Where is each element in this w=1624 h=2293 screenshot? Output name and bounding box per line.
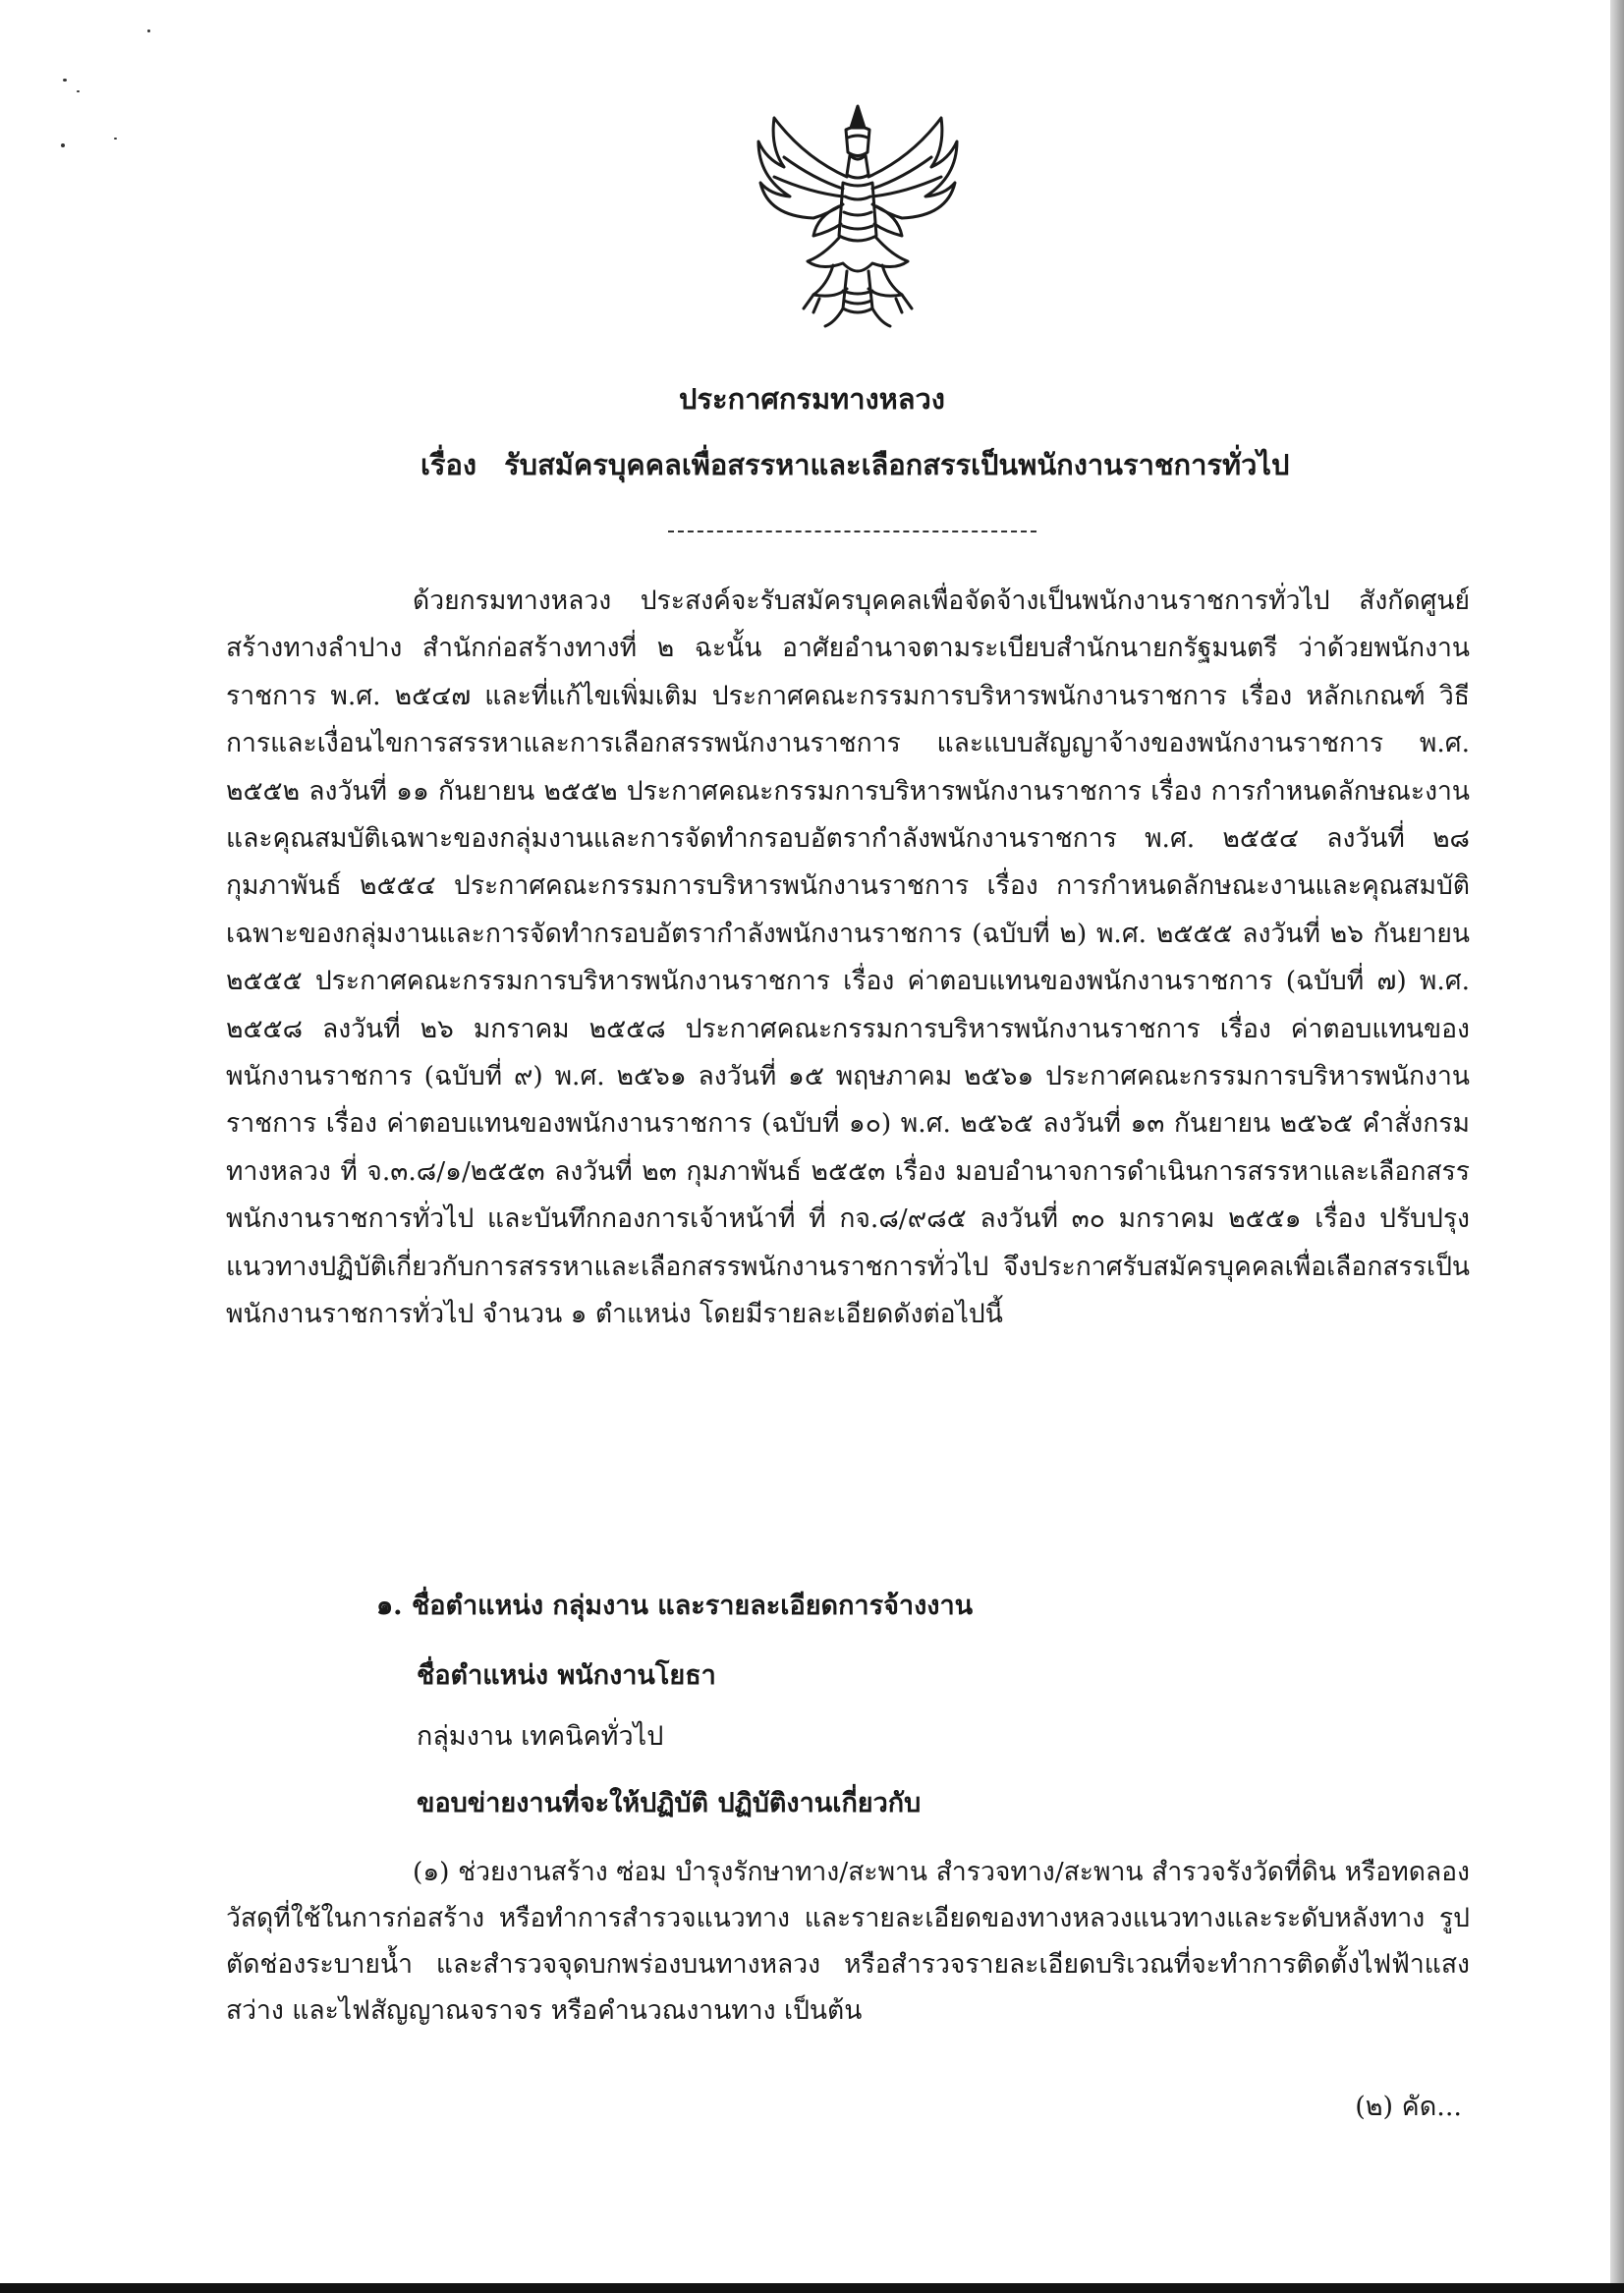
separator-line: [668, 531, 1036, 532]
scan-speck: [77, 90, 80, 92]
scan-bottom-edge: [0, 2283, 1624, 2293]
section-heading: ๑. ชื่อตำแหน่ง กลุ่มงาน และรายละเอียดการจ้างงาน: [376, 1591, 974, 1621]
garuda-emblem-icon: [745, 98, 971, 334]
scan-speck: [114, 138, 117, 140]
subject-label: เรื่อง: [420, 448, 477, 481]
scan-speck: [61, 143, 65, 147]
document-title: ประกาศกรมทางหลวง: [679, 382, 945, 416]
scan-speck: [147, 29, 150, 32]
continuation-marker: (๒) คัด...: [1355, 2092, 1462, 2122]
scan-speck: [63, 79, 67, 82]
job-group: กลุ่มงาน เทคนิคทั่วไป: [417, 1721, 664, 1752]
position-name: ชื่อตำแหน่ง พนักงานโยธา: [417, 1660, 716, 1691]
subject-text: รับสมัครบุคคลเพื่อสรรหาและเลือกสรรเป็นพนักงานราชการทั่วไป: [504, 448, 1290, 481]
scope-heading: ขอบข่ายงานที่จะให้ปฏิบัติ ปฏิบัติงานเกี่ยวกับ: [417, 1788, 922, 1818]
document-subject: [420, 442, 1289, 487]
scan-edge-shadow: [1610, 0, 1624, 2293]
intro-paragraph: ด้วยกรมทางหลวง ประสงค์จะรับสมัครบุคคลเพื่อจัดจ้างเป็นพนักงานราชการทั่วไป สังกัดศูนย์สร้างทางลำปาง สำนักก่อสร้างทางที่ ๒ ฉะนั้น อาศัยอำนาจตามระเบียบสำนักนายกรัฐมนตรี ว่าด้วยพนักงานราชการ พ.ศ. ๒๕๔๗ และที่แก้ไขเพิ่มเติม ประกาศคณะกรรมการบริหารพนักงานราชการ เรื่อง หลักเกณฑ์ วิธีการและเงื่อนไขการสรรหาและการเลือกสรรพนักงานราชการ และแบบสัญญาจ้างของพนักงานราชการ พ.ศ. ๒๕๕๒ ลงวันที่ ๑๑ กันยายน ๒๕๕๒ ประกาศคณะกรรมการบริหารพนักงานราชการ เรื่อง การกำหนดลักษณะงานและคุณสมบัติเฉพาะของกลุ่มงานและการจัดทำกรอบอัตรากำลังพนักงานราชการ พ.ศ. ๒๕๕๔ ลงวันที่ ๒๘ กุมภาพันธ์ ๒๕๕๔ ประกาศคณะกรรมการบริหารพนักงานราชการ เรื่อง การกำหนดลักษณะงานและคุณสมบัติเฉพาะของกลุ่มงานและการจัดทำกรอบอัตรากำลังพนักงานราชการ (ฉบับที่ ๒) พ.ศ. ๒๕๕๕ ลงวันที่ ๒๖ กันยายน ๒๕๕๕ ประกาศคณะกรรมการบริหารพนักงานราชการ เรื่อง ค่าตอบแทนของพนักงานราชการ (ฉบับที่ ๗) พ.ศ. ๒๕๕๘ ลงวันที่ ๒๖ มกราคม ๒๕๕๘ ประกาศคณะกรรมการบริหารพนักงานราชการ เรื่อง ค่าตอบแทนของพนักงานราชการ (ฉบับที่ ๙) พ.ศ. ๒๕๖๑ ลงวันที่ ๑๕ พฤษภาคม ๒๕๖๑ ประกาศคณะกรรมการบริหารพนักงานราชการ เรื่อง ค่าตอบแทนของพนักงานราชการ (ฉบับที่ ๑๐) พ.ศ. ๒๕๖๕ ลงวันที่ ๑๓ กันยายน ๒๕๖๕ คำสั่งกรมทางหลวง ที่ จ.๓.๘/๑/๒๕๕๓ ลงวันที่ ๒๓ กุมภาพันธ์ ๒๕๕๓ เรื่อง มอบอำนาจการดำเนินการสรรหาและเลือกสรรพนักงานราชการทั่วไป และบันทึกกองการเจ้าหน้าที่ ที่ กจ.๘/๙๘๕ ลงวันที่ ๓๐ มกราคม ๒๕๕๑ เรื่อง ปรับปรุงแนวทางปฏิบัติเกี่ยวกับการสรรหาและเลือกสรรพนักงานราชการทั่วไป จึงประกาศรับสมัครบุคคลเพื่อเลือกสรรเป็นพนักงานราชการทั่วไป จำนวน ๑ ตำแหน่ง โดยมีรายละเอียดดังต่อไปนี้: [226, 586, 1470, 1330]
duty-paragraph: (๑) ช่วยงานสร้าง ซ่อม บำรุงรักษาทาง/สะพาน สำรวจทาง/สะพาน สำรวจรังวัดที่ดิน หรือทดลองวัสดุที่ใช้ในการก่อสร้าง หรือทำการสำรวจแนวทาง และรายละเอียดของทางหลวงแนวทางและระดับหลังทาง รูปตัดช่องระบายน้ำ และสำรวจจุดบกพร่องบนทางหลวง หรือสำรวจรายละเอียดบริเวณที่จะทำการติดตั้งไฟฟ้าแสงสว่าง และไฟสัญญาณจราจร หรือคำนวณงานทาง เป็นต้น: [226, 1857, 1470, 2026]
